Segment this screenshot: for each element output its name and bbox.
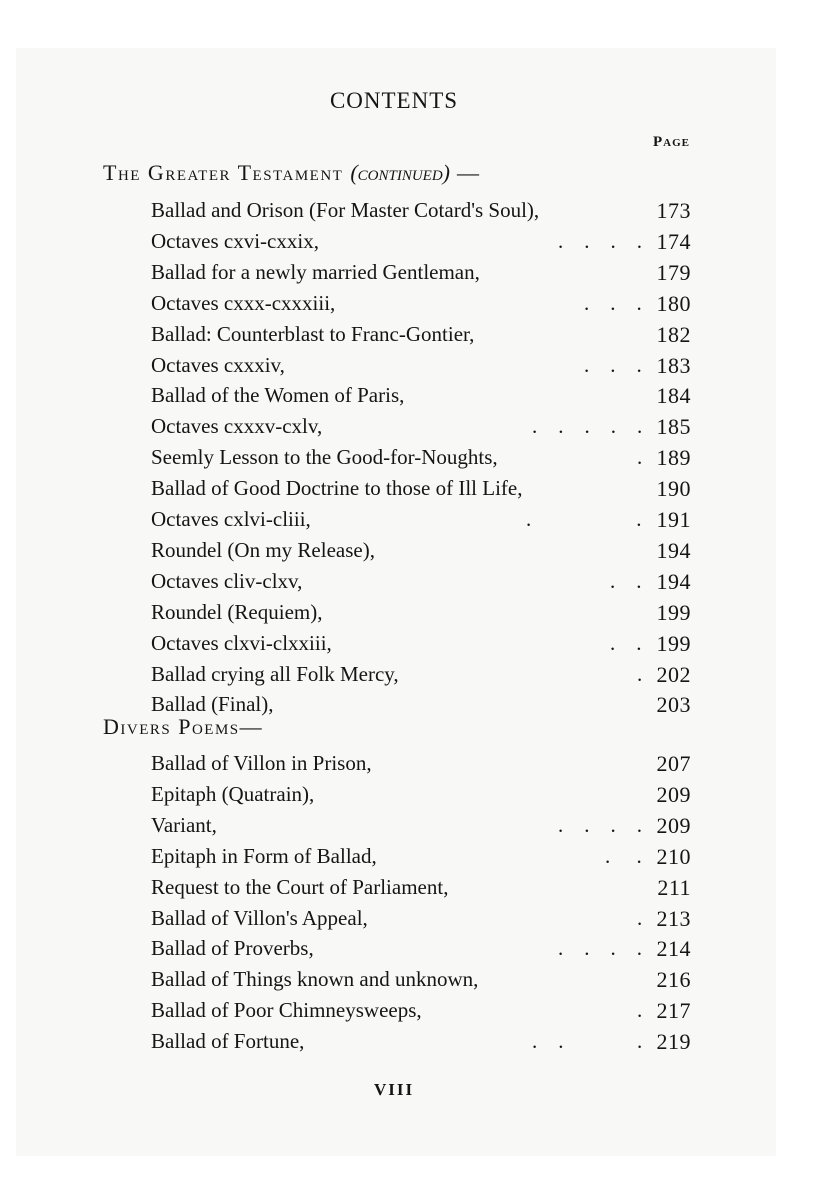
toc-leader-dots: . . . . [558,812,642,837]
toc-entry-title: Octaves cxxxiv, [151,352,285,377]
toc-entry-page-number: 219 [656,1029,691,1055]
toc-entry-title: Ballad of Villon in Prison, [151,751,372,775]
toc-entry-title: Ballad of Poor Chimneysweeps, [151,998,422,1023]
page-folio: VIII [373,1080,415,1099]
toc-entry-page-number: 179 [656,259,691,285]
toc-entry [151,841,691,872]
toc-entry-page-number: 203 [656,692,691,718]
toc-entry-title: Seemly Lesson to the Good-for-Noughts, [151,445,498,470]
toc-entry [151,689,691,720]
toc-entry-title: Ballad of Proverbs, [151,936,314,961]
toc-entry-title: Ballad of Good Doctrine to those of Ill Life, [151,476,523,501]
toc-entry-title: Ballad for a newly married Gentleman, [151,259,480,284]
toc-entry-title: Ballad of Villon's Appeal, [151,905,368,930]
toc-entry [151,903,691,934]
toc-entry-page-number: 190 [656,476,691,502]
toc-leader-dots: . . [605,843,642,868]
toc-entry-title: Variant, [151,812,217,837]
toc-entry-page-number: 174 [656,228,691,254]
toc-entry-page-number: 202 [656,661,691,687]
toc-leader-dots: . . . [584,290,642,315]
toc-entry-page-number: 194 [656,568,691,594]
toc-leader-dots: . [637,661,643,686]
toc-entry [151,195,691,226]
toc-entry-title: Ballad of Fortune, [151,1029,305,1054]
toc-leader-dots: . [637,998,643,1023]
toc-entry-title: Roundel (On my Release), [151,537,375,562]
page-column-label: Page [653,134,690,150]
toc-entry-page-number: 199 [656,599,691,625]
toc-entry-title: Octaves cxvi-cxxix, [151,228,319,253]
toc-entry [151,810,691,841]
toc-entry-page-number: 194 [656,537,691,563]
toc-entry-title: Ballad: Counterblast to Franc-Gontier, [151,321,475,346]
section-dash: — [239,714,264,739]
toc-entry-page-number: 217 [656,998,691,1024]
toc-entry-title: Octaves cxlvi-cliii, [151,507,311,531]
toc-leader-dots: . . [610,630,642,655]
section-dash: — [450,160,481,185]
toc-entry [151,748,691,779]
toc-entry-page-number: 210 [656,843,691,869]
toc-entry-title: Request to the Court of Parliament, [151,874,449,899]
toc-entry-page-number: 213 [656,905,691,931]
toc-leader-dots: . . . . [558,228,642,253]
toc-entry-page-number: 216 [656,967,691,993]
toc-entry-page-number: 183 [656,352,691,378]
toc-entry-page-number: 209 [656,781,691,807]
toc-entry-page-number: 189 [656,445,691,471]
section-heading-greater-testament [103,160,481,186]
section-title: The Greater Testament [103,160,344,185]
toc-entry-page-number: 185 [656,414,691,440]
toc-leader-dots: . [637,445,643,470]
toc-entry [151,779,691,810]
toc-entry [151,473,691,504]
toc-entry [151,659,691,690]
toc-entry-title: Ballad (Final), [151,692,274,717]
contents-heading: CONTENTS [329,88,459,113]
toc-entry-page-number: 214 [656,936,691,962]
toc-entry-title: Ballad crying all Folk Mercy, [151,661,399,686]
toc-entry-page-number: 180 [656,290,691,316]
toc-entry [151,350,691,381]
toc-entry [151,995,691,1026]
toc-leader-dots: . . . [584,352,642,377]
toc-entry-title: Octaves clxvi-clxxiii, [151,630,332,655]
toc-entry-page-number: 173 [656,198,691,223]
toc-entry [151,933,691,964]
toc-entry-title: Ballad of Things known and unknown, [151,967,479,992]
toc-entry-title: Epitaph (Quatrain), [151,781,315,806]
toc-entry [151,628,691,659]
toc-entry [151,319,691,350]
toc-entry [151,380,691,411]
toc-entry [151,872,691,903]
toc-leader-dots: . . [526,507,642,531]
toc-entry [151,504,691,535]
toc-leader-dots: . . . . [558,936,642,961]
section-title: Divers Poems [103,714,240,739]
toc-entry [151,257,691,288]
toc-entry-title: Ballad of the Women of Paris, [151,383,405,408]
toc-leader-dots: . . [610,568,642,593]
toc-entry-title: Ballad and Orison (For Master Cotard's Soul), [151,198,540,222]
toc-entry [151,411,691,442]
toc-entry-page-number: 182 [656,321,691,347]
toc-leader-dots: . [637,905,643,930]
toc-entry-page-number: 199 [656,630,691,656]
toc-entry [151,597,691,628]
toc-entry [151,566,691,597]
toc-entry-title: Octaves cxxxv-cxlv, [151,414,323,439]
toc-entry [151,964,691,995]
toc-entry-title: Octaves cliv-clxv, [151,568,303,593]
toc-entry-page-number: 209 [656,812,691,838]
toc-entry-page-number: 211 [657,874,691,900]
toc-entry-title: Epitaph in Form of Ballad, [151,843,377,868]
toc-entry [151,442,691,473]
toc-entry-title: Octaves cxxx-cxxxiii, [151,290,336,315]
toc-entry-page-number: 207 [656,751,691,776]
toc-entry [151,226,691,257]
toc-entry-page-number: 184 [656,383,691,409]
toc-entry-title: Roundel (Requiem), [151,599,323,624]
section-note: (continued) [350,160,450,185]
toc-entry [151,288,691,319]
toc-leader-dots: . . . [532,1029,643,1054]
toc-entry [151,535,691,566]
toc-leader-dots: . . . . . [532,414,643,439]
toc-entry-page-number: 191 [656,507,691,532]
toc-entry [151,1026,691,1057]
